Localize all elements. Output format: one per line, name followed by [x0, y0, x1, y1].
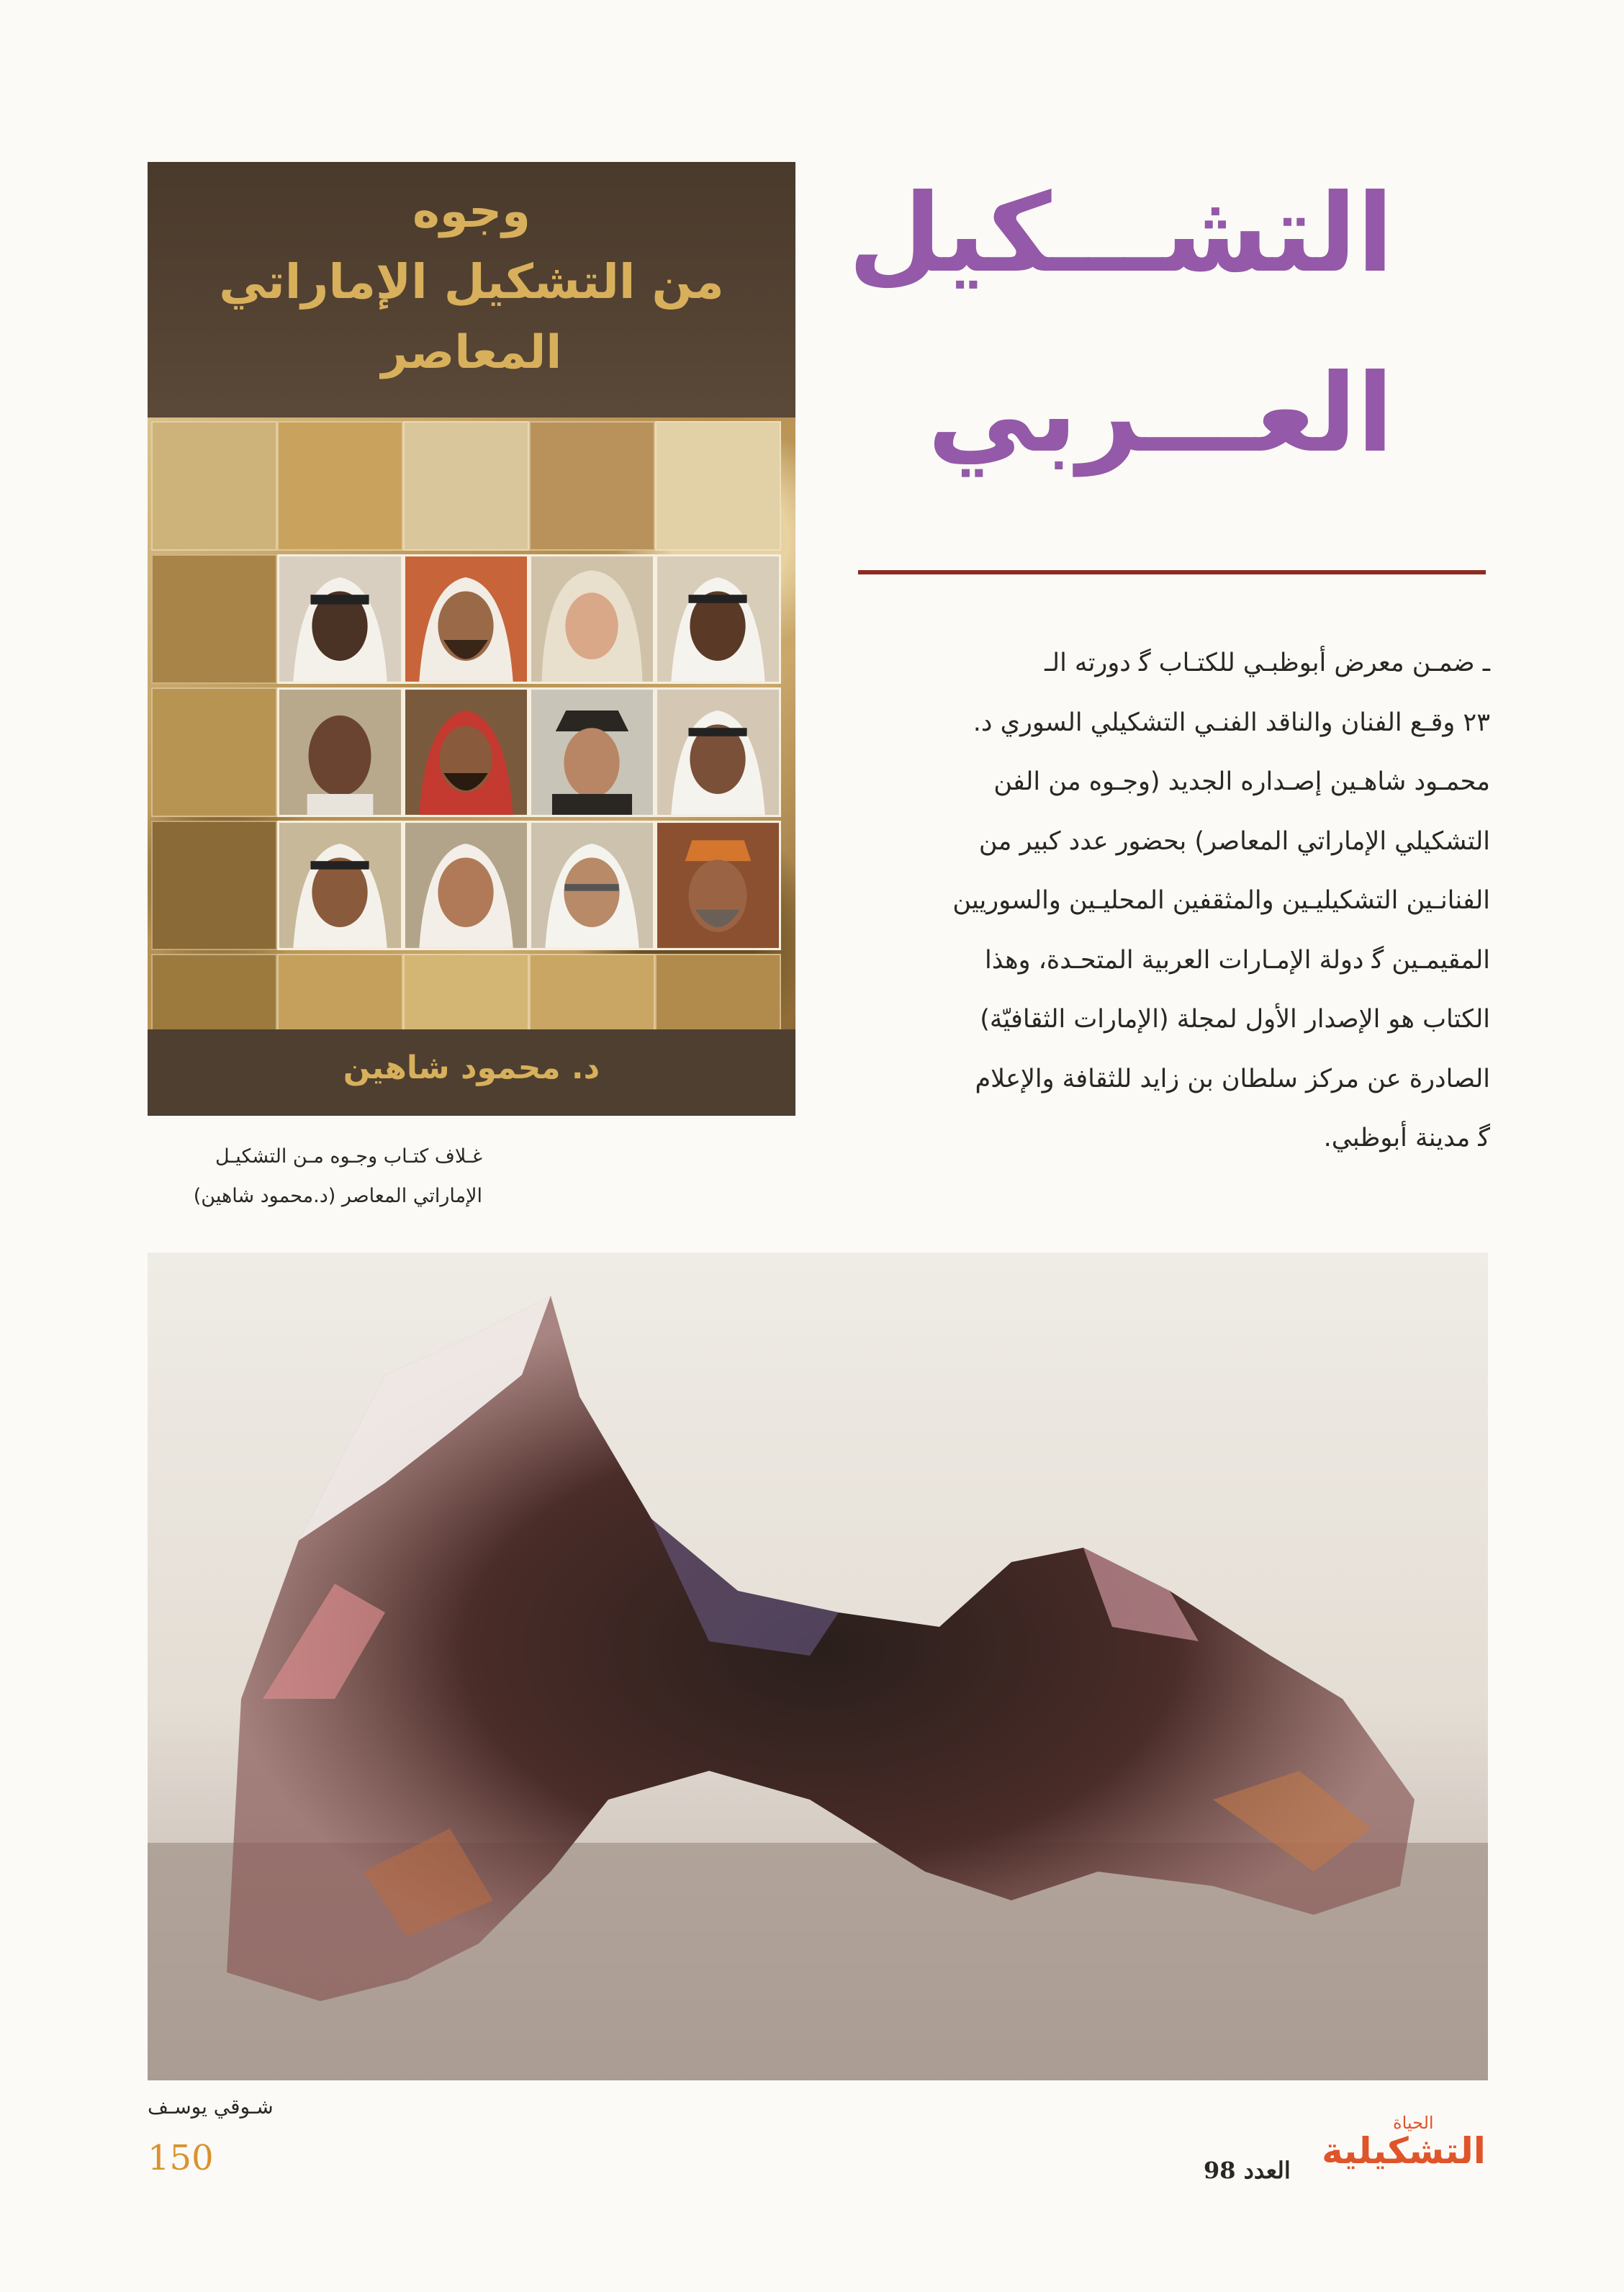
portrait-photo — [277, 554, 403, 684]
painting-artist-caption: شـوقي يوسـف — [148, 2095, 274, 2119]
book-cover-image — [148, 162, 795, 1116]
book-cover-title-line-3: المعاصر — [381, 326, 562, 379]
collage-tile — [403, 421, 529, 551]
portrait-photo — [403, 687, 529, 817]
portrait-photo — [403, 821, 529, 950]
article-line: الفنانـين التشكيليـين والمثقفين المحليـين والسوريين — [952, 886, 1490, 915]
cover-caption-line-2: الإماراتي المعاصر (د.محمود شاهين) — [193, 1185, 482, 1207]
book-cover-title-line-1: وجوه — [412, 185, 531, 238]
page-number: 150 — [148, 2138, 214, 2178]
book-cover-title-band — [148, 162, 795, 418]
magazine-logo-name: التشكيلية — [1322, 2130, 1486, 2172]
article-line: ﮔ مدينة أبوظبي. — [1323, 1124, 1490, 1152]
portrait-photo — [655, 821, 781, 950]
cover-caption-line-1: غـلاف كتـاب وجـوه مـن التشكيـل — [215, 1145, 482, 1168]
portrait-photo — [655, 554, 781, 684]
collage-tile — [277, 421, 403, 551]
book-cover-collage — [148, 418, 795, 1029]
portrait-photo — [403, 554, 529, 684]
article-line: ٢٣ وقـع الفنان والناقد الفنـي التشكيلي السوري د. — [973, 708, 1490, 737]
portrait-photo — [529, 821, 655, 950]
collage-tile — [529, 421, 655, 551]
abstract-painting-image — [148, 1253, 1488, 2080]
article-body — [849, 633, 1490, 1168]
portrait-photo — [529, 687, 655, 817]
book-cover-author: د. محمود شاهين — [343, 1050, 600, 1086]
collage-tile — [151, 554, 277, 684]
collage-tile — [151, 421, 277, 551]
portrait-photo — [277, 687, 403, 817]
title-divider — [858, 570, 1486, 574]
article-line: ـ ضمـن معرض أبوظبـي للكتـاب ﮔ دورته الـ — [1045, 649, 1490, 677]
magazine-logo-sub: الحياة — [1393, 2113, 1434, 2133]
collage-tile — [151, 821, 277, 950]
article-line: المقيمـين ﮔ دولة الإمـارات العربية المتحـدة، وهذا — [985, 945, 1490, 975]
portrait-photo — [655, 687, 781, 817]
collage-tile — [655, 421, 781, 551]
issue-number: العدد 98 — [1204, 2157, 1291, 2184]
article-title-line-1: التشـــكيل — [848, 171, 1394, 297]
article-line: التشكيلي الإماراتي المعاصر) بحضور عدد كبير من — [978, 826, 1490, 856]
article-line: محمـود شاهـين إصـداره الجديد (وجـوه من الفن — [993, 767, 1490, 796]
article-title-line-2: العـــربي — [927, 351, 1394, 477]
magazine-logo — [1321, 2113, 1487, 2188]
book-cover-author-band — [148, 1029, 795, 1116]
portrait-photo — [277, 821, 403, 950]
article-line: الصادرة عن مركز سلطان بن زايد للثقافة والإعلام — [975, 1064, 1490, 1093]
article-line: الكتاب هو الإصدار الأول لمجلة (الإمارات الثقافيّة) — [980, 1005, 1490, 1034]
collage-tile — [151, 687, 277, 817]
book-cover-title-line-2: من التشكيل الإماراتي — [219, 254, 724, 310]
portrait-photo — [529, 554, 655, 684]
